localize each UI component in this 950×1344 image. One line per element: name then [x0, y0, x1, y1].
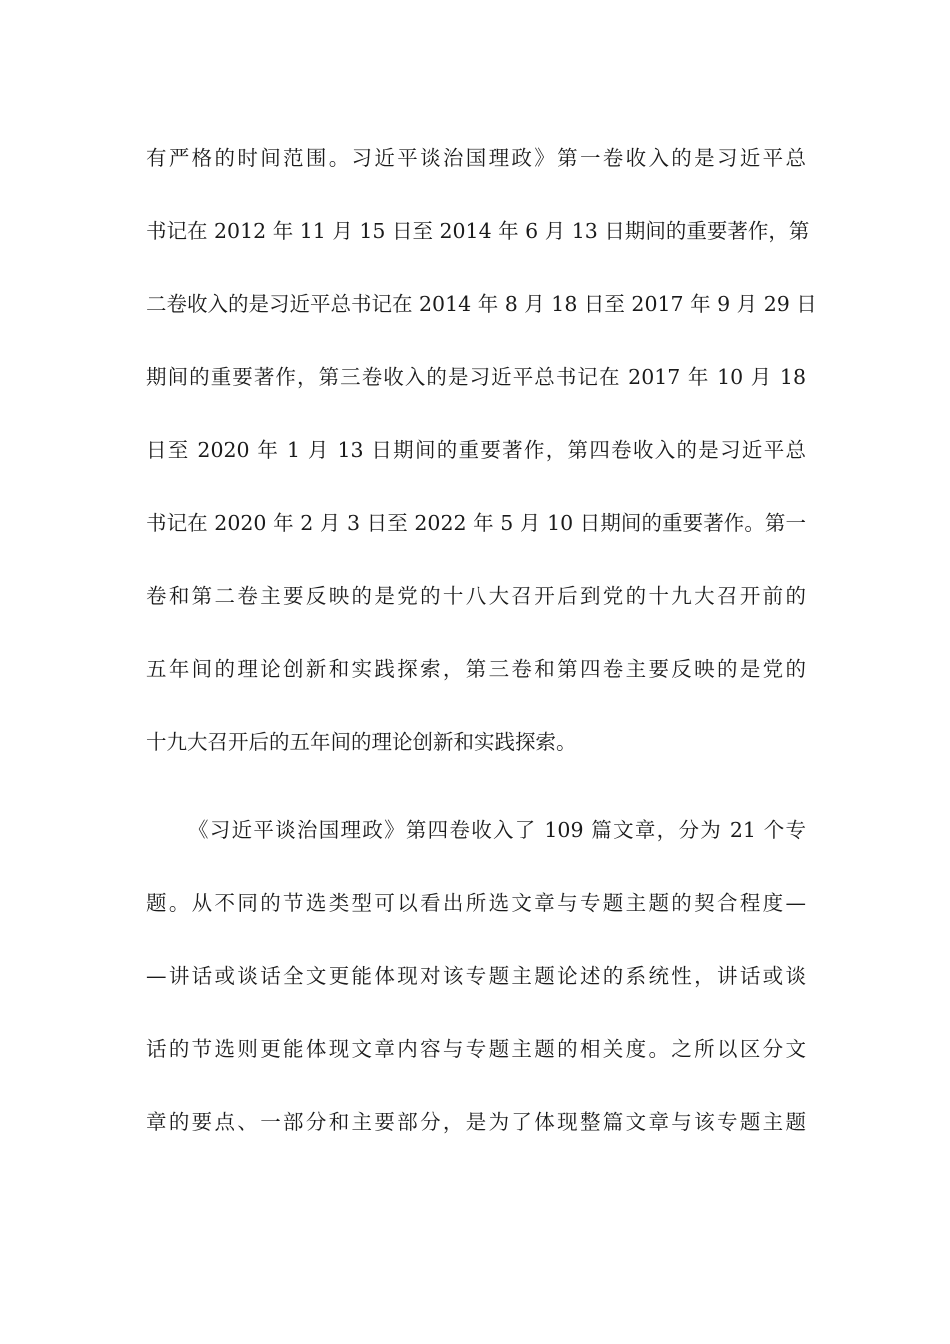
- paragraph-2-line-1: 《习近平谈治国理政》第四卷收入了 109 篇文章，分为 21 个专: [188, 818, 806, 842]
- paragraph-1-line-6: 书记在 2020 年 2 月 3 日至 2022 年 5 月 10 日期间的重要著作。第一: [146, 511, 806, 535]
- paragraph-1-line-7: 卷和第二卷主要反映的是党的十八大召开后到党的十九大召开前的: [146, 584, 806, 608]
- paragraph-1-line-2: 书记在 2012 年 11 月 15 日至 2014 年 6 月 13 日期间的重要著作，第: [146, 219, 810, 243]
- paragraph-1-line-4: 期间的重要著作，第三卷收入的是习近平总书记在 2017 年 10 月 18: [146, 365, 806, 389]
- paragraph-1-line-3: 二卷收入的是习近平总书记在 2014 年 8 月 18 日至 2017 年 9 月 29 日: [146, 292, 817, 316]
- paragraph-2-line-3: —讲话或谈话全文更能体现对该专题主题论述的系统性，讲话或谈: [146, 964, 806, 988]
- paragraph-2-line-2: 题。从不同的节选类型可以看出所选文章与专题主题的契合程度—: [146, 891, 806, 915]
- paragraph-1-line-8: 五年间的理论创新和实践探索，第三卷和第四卷主要反映的是党的: [146, 657, 806, 681]
- paragraph-2-line-4: 话的节选则更能体现文章内容与专题主题的相关度。之所以区分文: [146, 1037, 806, 1061]
- paragraph-1-line-1: 有严格的时间范围。习近平谈治国理政》第一卷收入的是习近平总: [146, 146, 806, 170]
- paragraph-2-line-5: 章的要点、一部分和主要部分，是为了体现整篇文章与该专题主题: [146, 1110, 806, 1134]
- paragraph-1-line-5: 日至 2020 年 1 月 13 日期间的重要著作，第四卷收入的是习近平总: [146, 438, 806, 462]
- paragraph-1-line-9: 十九大召开后的五年间的理论创新和实践探索。: [146, 730, 577, 754]
